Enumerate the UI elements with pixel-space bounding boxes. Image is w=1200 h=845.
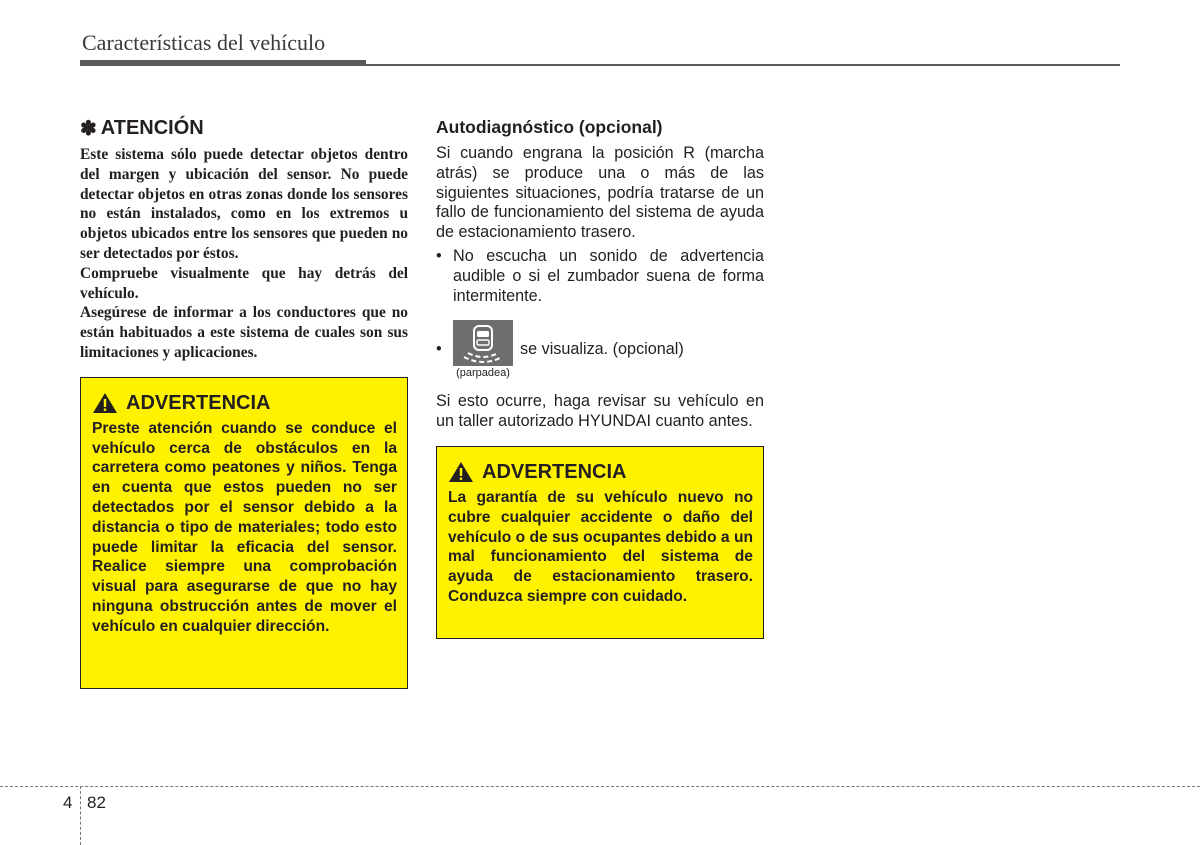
header-rule-thick: [80, 60, 366, 66]
intro-text: Si cuando engrana la posición R (marcha atrás) se produce una o más de las siguientes situaciones, podría tratarse de un fallo de funcionamiento del sistema de ayuda de estacionamiento trasero.: [436, 144, 764, 242]
warning-title: ADVERTENCIA: [482, 460, 627, 483]
warning-triangle-icon: [448, 461, 474, 483]
bullet-item-icon: [436, 320, 764, 380]
icon-caption: (parpadea): [456, 367, 510, 380]
bullet-text: se visualiza. (opcional): [520, 340, 684, 359]
bullet-item: [436, 247, 764, 306]
page-number: 82: [87, 793, 106, 812]
asterisk-icon: ✽: [80, 118, 97, 140]
bullet-dot: •: [436, 340, 442, 359]
after-text: Si esto ocurre, haga revisar su vehículo en un taller autorizado HYUNDAI cuanto antes.: [436, 392, 764, 431]
page-header-title: Características del vehículo: [82, 30, 326, 55]
warning-box-right: [436, 446, 764, 639]
attention-heading: [80, 116, 408, 141]
attention-paragraph: Este sistema sólo puede detectar objetos dentro del margen y ubicación del sensor. No puede detectar objetos en otras zonas donde los sensores no están instalados, como en los extremos u objetos ubicados entre los sensores que pueden no ser detectados por éstos.: [80, 146, 408, 262]
warning-box-left: [80, 377, 408, 689]
warning-text: La garantía de su vehículo nuevo no cubre cualquier accidente o daño del vehículo o de sus ocupantes debido a un mal funcionamiento del sistema de ayuda de estacionamiento trasero. Conduzca siempre con cuidado.: [448, 488, 753, 605]
bullet-text: No escucha un sonido de advertencia audible o si el zumbador suena de forma intermitente.: [453, 246, 764, 305]
parking-assist-warning-icon: [453, 320, 513, 366]
attention-paragraph: Compruebe visualmente que hay detrás del vehículo.: [80, 264, 408, 302]
warning-text: Preste atención cuando se conduce el vehículo cerca de obstáculos en la carretera como peatones y niños. Tenga en cuenta que estos pueden no ser detectados por el sensor debido a la distancia o tipo de materiales; todo esto puede limitar la eficacia del sensor. Realice siempre una comprobación visual para asegurarse de que no hay ninguna obstrucción antes de mover el vehículo en cualquier dirección.: [92, 419, 397, 635]
warning-heading: [448, 461, 753, 484]
attention-paragraph: Asegúrese de informar a los conductores que no están habituados a este sistema de cuales son sus limitaciones y aplicaciones.: [80, 304, 408, 361]
left-column: [80, 116, 408, 689]
indicator-block: [453, 320, 513, 380]
warning-heading: [92, 392, 397, 415]
footer-dashed-divider: [80, 786, 81, 845]
footer-dashed-line: [0, 786, 1200, 787]
warning-triangle-icon: [92, 392, 118, 414]
section-number: 4: [63, 793, 73, 812]
warning-title: ADVERTENCIA: [126, 391, 271, 414]
right-column: [436, 117, 764, 639]
header-rule-thin: [366, 64, 1120, 66]
section-title: Autodiagnóstico (opcional): [436, 117, 663, 137]
bullet-dot: •: [436, 246, 442, 265]
attention-title: ATENCIÓN: [100, 117, 204, 139]
